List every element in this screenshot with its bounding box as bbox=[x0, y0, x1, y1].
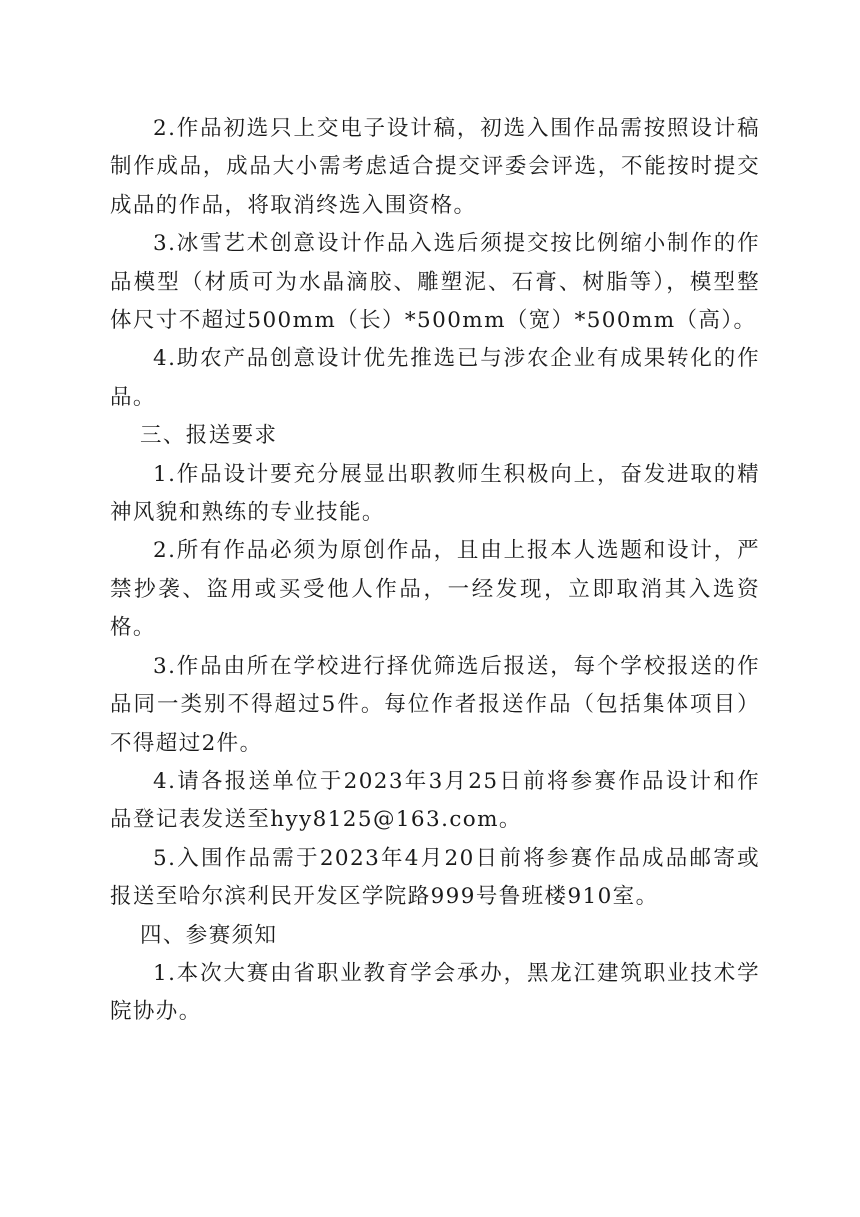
paragraph-submission-3: 3.作品由所在学校进行择优筛选后报送，每个学校报送的作品同一类别不得超过5件。每位作者报送作品（包括集体项目）不得超过2件。 bbox=[110, 653, 760, 756]
paragraph-participation-1: 1.本次大赛由省职业教育学会承办，黑龙江建筑职业技术学院协办。 bbox=[110, 960, 760, 1025]
paragraph-submission-4-deadline-email: 4.请各报送单位于2023年3月25日前将参赛作品设计和作品登记表发送至hyy8125@163.com。 bbox=[110, 768, 760, 833]
document-body bbox=[110, 110, 760, 1032]
paragraph-rule-3-ice-snow-model: 3.冰雪艺术创意设计作品入选后须提交按比例缩小制作的作品模型（材质可为水晶滴胶、雕塑泥、石膏、树脂等），模型整体尺寸不超过500mm（长）*500mm（宽）*500mm（高）。 bbox=[110, 231, 760, 334]
paragraph-submission-2: 2.所有作品必须为原创作品，且由上报本人选题和设计，严禁抄袭、盗用或买受他人作品，一经发现，立即取消其入选资格。 bbox=[110, 538, 760, 641]
section-heading-submission-requirements: 三、报送要求 bbox=[140, 423, 278, 449]
paragraph-rule-2-preliminary: 2.作品初选只上交电子设计稿，初选入围作品需按照设计稿制作成品，成品大小需考虑适合提交评委会评选，不能按时提交成品的作品，将取消终选入围资格。 bbox=[110, 116, 760, 218]
section-heading-participation-notes: 四、参赛须知 bbox=[140, 922, 278, 948]
paragraph-submission-5-mailing-address: 5.入围作品需于2023年4月20日前将参赛作品成品邮寄或报送至哈尔滨利民开发区学院路999号鲁班楼910室。 bbox=[110, 845, 760, 910]
paragraph-rule-4-agriculture: 4.助农产品创意设计优先推选已与涉农企业有成果转化的作品。 bbox=[110, 346, 760, 410]
paragraph-submission-1: 1.作品设计要充分展显出职教师生积极向上，奋发进取的精神风貌和熟练的专业技能。 bbox=[110, 461, 760, 526]
